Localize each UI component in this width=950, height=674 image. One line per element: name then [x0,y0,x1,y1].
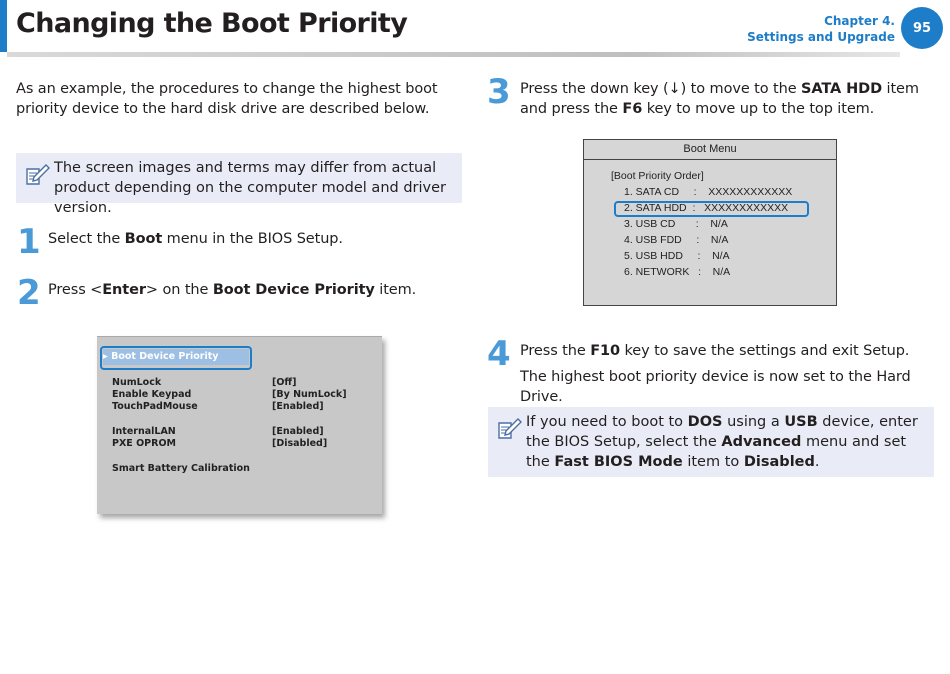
boot-priority-item: 5. USB HDD : N/A [624,250,730,262]
boot-menu-title: Boot Menu [584,140,836,160]
pen-note-icon [496,417,522,441]
bios-selection-outline [100,346,252,370]
bios-row-label: Enable Keypad [112,389,192,400]
step-1-text: Select the Boot menu in the BIOS Setup. [48,231,343,247]
step-number: 3 [487,72,509,112]
bios-row-label: InternalLAN [112,426,176,437]
boot-priority-item: 4. USB FDD : N/A [624,234,729,246]
header-accent-bar [0,0,7,52]
boot-priority-item: 1. SATA CD : XXXXXXXXXXXX [624,186,793,198]
note-box [16,153,462,216]
note-box [488,407,934,477]
boot-priority-item: 3. USB CD : N/A [624,218,728,230]
step-number: 2 [17,273,39,313]
bios-row-value: [Disabled] [272,438,328,449]
bios-row-label: Smart Battery Calibration [112,463,250,474]
page-number-badge: 95 [901,7,943,49]
step-4-text: Press the F10 key to save the settings and exit Setup. [520,343,910,359]
step-3-text: Press the down key (↓) to move to the SATA HDD item and press the F6 key to move up to the top item. [520,81,919,117]
boot-selection-outline [614,201,809,217]
intro-paragraph: As an example, the procedures to change the highest boot priority device to the hard disk drive are described below. [16,81,438,117]
pen-note-icon [24,163,50,187]
boot-priority-item: 6. NETWORK : N/A [624,266,731,278]
bios-row-value: [Off] [272,377,297,388]
bios-row-value: [Enabled] [272,426,324,437]
bios-row-label: TouchPadMouse [112,401,198,412]
boot-priority-heading: [Boot Priority Order] [611,170,704,182]
chapter-label [747,13,895,45]
note-text: The screen images and terms may differ from actual product depending on the computer model and driver version. [54,160,446,216]
boot-priority-item: 2. SATA HDD : XXXXXXXXXXXX [624,202,789,214]
step-number: 1 [17,222,39,262]
bios-row-value: [Enabled] [272,401,324,412]
page-title: Changing the Boot Priority [16,8,408,39]
boot-menu-screenshot [583,139,837,306]
step-4-result-text: The highest boot priority device is now set to the Hard Drive. [520,369,911,405]
step-number: 4 [487,334,509,374]
note-text: If you need to boot to DOS using a USB device, enter the BIOS Setup, select the Advanced menu and set the Fast BIOS Mode item to Disabled. [526,414,918,470]
chapter-title[interactable]: Settings and Upgrade [747,30,895,44]
title-rule [7,52,900,57]
step-2-text: Press <Enter> on the Boot Device Priority item. [48,282,417,298]
bios-row-value: [By NumLock] [272,389,347,400]
bios-setup-screenshot [97,336,382,514]
chapter-number[interactable]: Chapter 4. [824,14,895,28]
bios-row-label: NumLock [112,377,162,388]
bios-selected-item: ▸ Boot Device Priority [103,351,219,362]
bios-row-label: PXE OPROM [112,438,176,449]
